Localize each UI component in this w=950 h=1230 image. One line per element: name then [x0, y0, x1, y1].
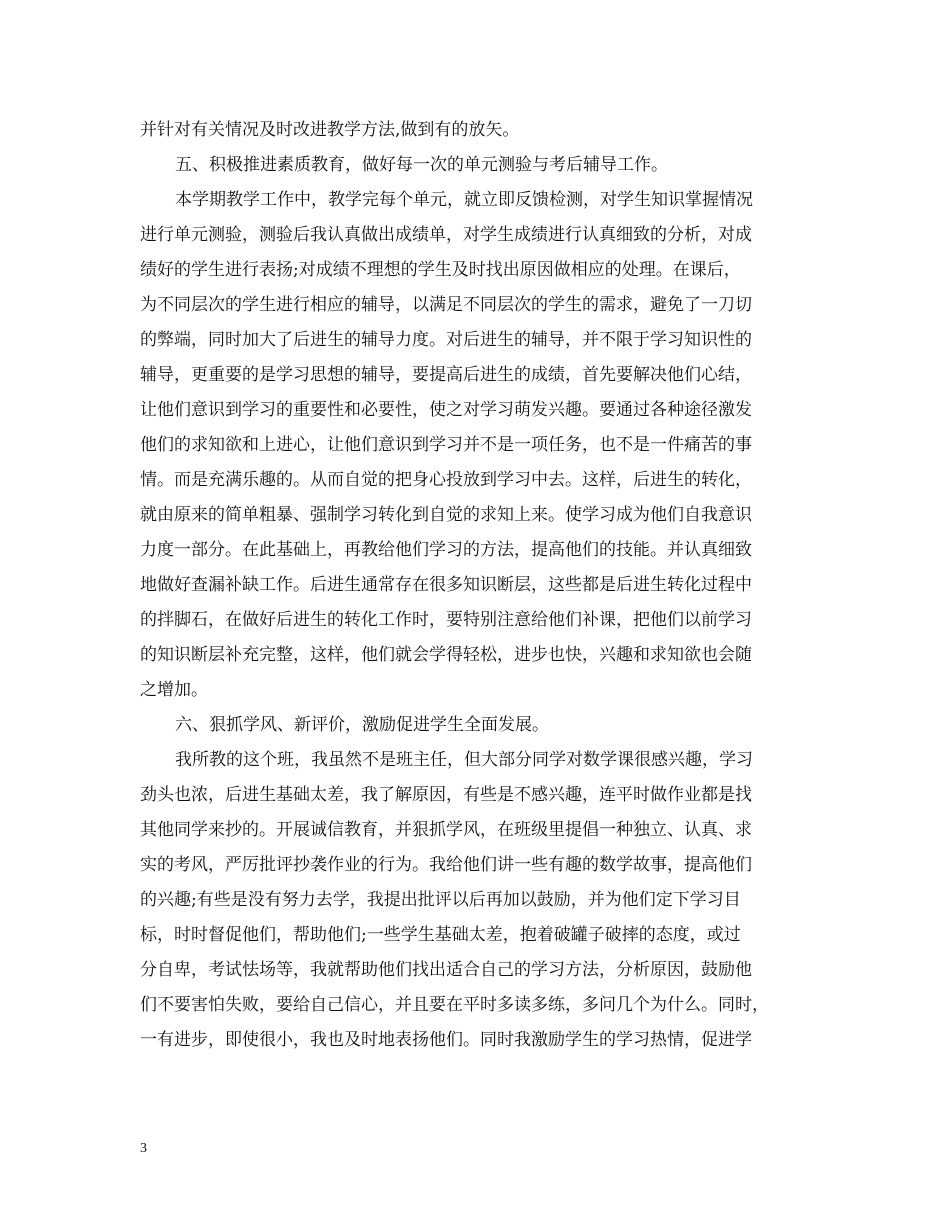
text-line: 的弊端，同时加大了后进生的辅导力度。对后进生的辅导，并不限于学习知识性的 — [140, 330, 752, 350]
text-line: 的知识断层补充完整，这样，他们就会学得轻松，进步也快，兴趣和求知欲也会随 — [140, 645, 752, 665]
text-line: 劲头也浓，后进生基础太差，我了解原因，有些是不感兴趣，连平时做作业都是找 — [140, 785, 752, 805]
text-line: 之增加。 — [140, 680, 208, 700]
text-line: 们不要害怕失败，要给自己信心，并且要在平时多读多练，多问几个为什么。同时， — [140, 995, 769, 1015]
page-number: 3 — [140, 1141, 147, 1156]
text-line: 其他同学来抄的。开展诚信教育，并狠抓学风，在班级里提倡一种独立、认真、求 — [140, 820, 752, 840]
text-line: 分自卑，考试怯场等，我就帮助他们找出适合自己的学习方法，分析原因，鼓励他 — [140, 960, 752, 980]
text-line: 一有进步，即使很小，我也及时地表扬他们。同时我激励学生的学习热情，促进学 — [140, 1030, 752, 1050]
text-line: 地做好查漏补缺工作。后进生通常存在很多知识断层，这些都是后进生转化过程中 — [140, 575, 752, 595]
text-line: 实的考风，严厉批评抄袭作业的行为。我给他们讲一些有趣的数学故事，提高他们 — [140, 855, 752, 875]
section-heading: 六、狠抓学风、新评价，激励促进学生全面发展。 — [175, 715, 549, 735]
text-line: 让他们意识到学习的重要性和必要性，使之对学习萌发兴趣。要通过各种途径激发 — [140, 400, 752, 420]
text-line: 情。而是充满乐趣的。从而自觉的把身心投放到学习中去。这样，后进生的转化， — [140, 470, 752, 490]
text-line: 绩好的学生进行表扬;对成绩不理想的学生及时找出原因做相应的处理。在课后， — [140, 260, 741, 280]
text-line: 我所教的这个班，我虽然不是班主任，但大部分同学对数学课很感兴趣，学习 — [175, 750, 753, 770]
text-line: 本学期教学工作中，教学完每个单元，就立即反馈检测，对学生知识掌握情况 — [175, 190, 753, 210]
text-line: 就由原来的简单粗暴、强制学习转化到自觉的求知上来。使学习成为他们自我意识 — [140, 505, 752, 525]
text-line: 辅导，更重要的是学习思想的辅导，要提高后进生的成绩，首先要解决他们心结， — [140, 365, 752, 385]
text-line: 他们的求知欲和上进心，让他们意识到学习并不是一项任务，也不是一件痛苦的事 — [140, 435, 752, 455]
text-line: 标，时时督促他们，帮助他们;一些学生基础太差，抱着破罐子破摔的态度，或过 — [140, 925, 741, 945]
section-heading: 五、积极推进素质教育，做好每一次的单元测验与考后辅导工作。 — [175, 155, 668, 175]
text-line: 的兴趣;有些是没有努力去学，我提出批评以后再加以鼓励，并为他们定下学习目 — [140, 890, 741, 910]
text-line: 力度一部分。在此基础上，再教给他们学习的方法，提高他们的技能。并认真细致 — [140, 540, 752, 560]
text-line: 为不同层次的学生进行相应的辅导，以满足不同层次的学生的需求，避免了一刀切 — [140, 295, 752, 315]
text-line: 的拌脚石，在做好后进生的转化工作时，要特别注意给他们补课，把他们以前学习 — [140, 610, 752, 630]
text-line: 进行单元测验，测验后我认真做出成绩单，对学生成绩进行认真细致的分析，对成 — [140, 225, 752, 245]
text-line: 并针对有关情况及时改进教学方法,做到有的放矢。 — [140, 120, 520, 140]
